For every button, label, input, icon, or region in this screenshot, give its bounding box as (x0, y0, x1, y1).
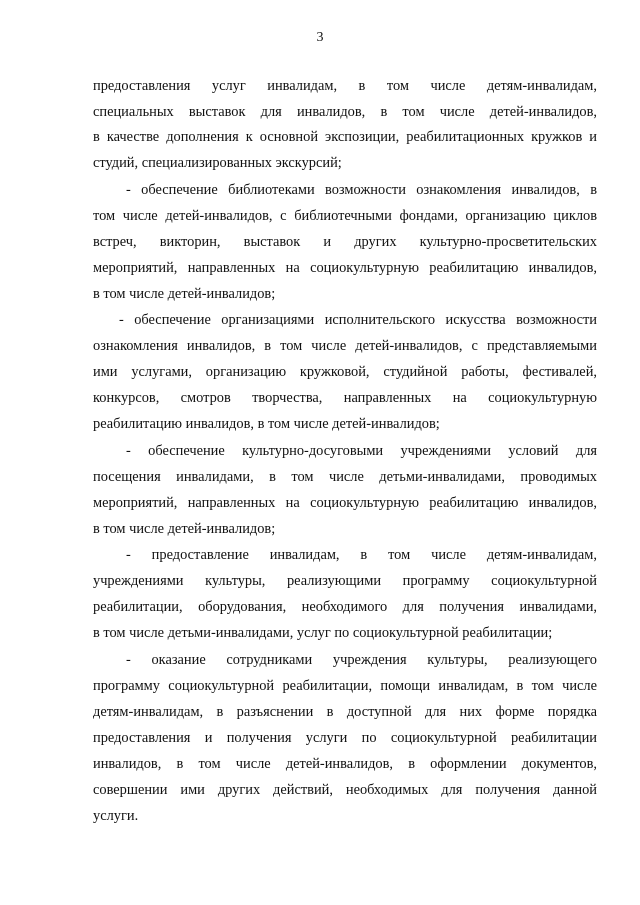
text-line: - предоставление инвалидам, в том числе детям-инвалидам, (126, 547, 597, 563)
text-line: - обеспечение организациями исполнительского искусства возможности (119, 312, 597, 328)
text-line: реабилитацию инвалидов, в том числе детей-инвалидов; (93, 416, 440, 432)
text-line: - обеспечение библиотеками возможности ознакомления инвалидов, в (126, 182, 597, 198)
text-line: реабилитации, оборудования, необходимого для получения инвалидами, (93, 599, 597, 615)
text-line: предоставления услуг инвалидам, в том числе детям-инвалидам, (93, 78, 597, 94)
text-line: услуги. (93, 808, 139, 824)
text-line: мероприятий, направленных на социокультурную реабилитацию инвалидов, (93, 495, 597, 511)
text-line: конкурсов, смотров творчества, направленных на социокультурную (93, 390, 597, 406)
text-line: в том числе детей-инвалидов; (93, 286, 276, 302)
text-line: детям-инвалидам, в разъяснении в доступной для них форме порядка (93, 704, 597, 720)
text-line: предоставления и получения услуги по социокультурной реабилитации (93, 730, 597, 746)
text-line: учреждениями культуры, реализующими программу социокультурной (93, 573, 597, 589)
text-line: посещения инвалидами, в том числе детьми-инвалидами, проводимых (93, 469, 597, 485)
text-line: - оказание сотрудниками учреждения культуры, реализующего (126, 652, 597, 668)
text-line: встреч, викторин, выставок и других культурно-просветительских (93, 234, 597, 250)
text-line: инвалидов, в том числе детей-инвалидов, в оформлении документов, (93, 756, 597, 772)
text-line: в качестве дополнения к основной экспозиции, реабилитационных кружков и (93, 129, 597, 145)
text-line: ознакомления инвалидов, в том числе детей-инвалидов, с представляемыми (93, 338, 597, 354)
text-line: в том числе детей-инвалидов; (93, 521, 276, 537)
text-line: - обеспечение культурно-досуговыми учреждениями условий для (126, 443, 597, 459)
text-line: в том числе детьми-инвалидами, услуг по социокультурной реабилитации; (93, 625, 553, 641)
text-line: ими услугами, организацию кружковой, студийной работы, фестивалей, (93, 364, 597, 380)
page-number: 3 (316, 30, 324, 45)
text-line: студий, специализированных экскурсий; (93, 155, 342, 171)
text-line: мероприятий, направленных на социокультурную реабилитацию инвалидов, (93, 260, 597, 276)
text-line: специальных выставок для инвалидов, в том числе детей-инвалидов, (93, 104, 597, 120)
text-line: программу социокультурной реабилитации, помощи инвалидам, в том числе (93, 678, 597, 694)
text-line: том числе детей-инвалидов, с библиотечными фондами, организацию циклов (93, 208, 597, 224)
text-line: совершении ими других действий, необходимых для получения данной (93, 782, 597, 798)
